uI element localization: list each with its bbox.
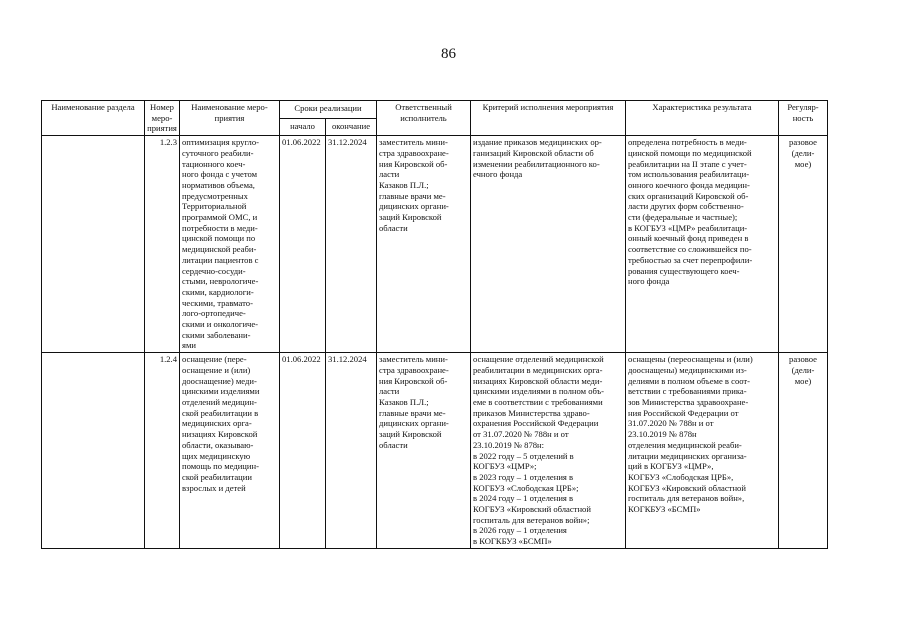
cell-text-line: заций Кировской bbox=[379, 429, 442, 440]
header-period: Сроки реализации bbox=[280, 101, 377, 119]
cell-text-line: ного фонда с учетом bbox=[182, 169, 258, 180]
cell-text-line: цинской помощи по медицинской bbox=[628, 147, 752, 158]
cell-text-line: в 2022 году – 5 отделений в bbox=[473, 450, 574, 461]
cell-text-line: щих медицинскую bbox=[182, 450, 251, 461]
cell-text-line: КОГБУЗ «Кировский областной bbox=[473, 504, 591, 515]
cell-text-line: оснащение отделений медицинской bbox=[473, 354, 604, 365]
cell-text-line: еме в соответствии с требованиями bbox=[473, 396, 603, 407]
cell-text-line: онного коечного фонда медицин- bbox=[628, 179, 750, 190]
cell-criterion bbox=[471, 136, 626, 353]
cell-end: 31.12.2024 bbox=[326, 136, 377, 353]
cell-result bbox=[626, 353, 779, 549]
table-row bbox=[42, 353, 828, 549]
cell-text-line: цинской помощи по bbox=[182, 233, 256, 244]
cell-text-line: в 2023 году – 1 отделения в bbox=[473, 471, 574, 482]
cell-text-line: рования существующего коеч- bbox=[628, 265, 740, 276]
cell-text-line: лого-ортопедиче- bbox=[182, 308, 246, 319]
cell-text-line: суточного реабили- bbox=[182, 147, 254, 158]
cell-text-line: ветствии с требованиями прика- bbox=[628, 386, 747, 397]
cell-text-line: взрослых и детей bbox=[182, 482, 246, 493]
cell-text-line: главные врачи ме- bbox=[379, 407, 446, 418]
cell-text-line: госпиталь для ветеранов войн», bbox=[628, 493, 745, 504]
cell-text-line: потребности в меди- bbox=[182, 222, 258, 233]
cell-text-line: мое) bbox=[794, 158, 812, 169]
cell-text-line: том использования реабилитаци- bbox=[628, 169, 750, 180]
cell-text-line: Казаков П.Л.; bbox=[379, 179, 429, 190]
cell-start: 01.06.2022 bbox=[280, 353, 326, 549]
cell-text-line: ской реабилитации bbox=[182, 471, 252, 482]
cell-text-line: ечного фонда bbox=[473, 169, 523, 180]
cell-text-line: дооснащены) медицинскими из- bbox=[628, 364, 747, 375]
cell-text-line: отделений медицин- bbox=[182, 396, 257, 407]
cell-text-line: предусмотренных bbox=[182, 190, 248, 201]
cell-text-line: отделения медицинской реаби- bbox=[628, 439, 742, 450]
cell-text-line: тационного коеч- bbox=[182, 158, 246, 169]
cell-section bbox=[42, 136, 145, 353]
cell-text-line: заместитель мини- bbox=[379, 137, 448, 148]
cell-text-line: Территориальной bbox=[182, 201, 247, 212]
cell-section bbox=[42, 353, 145, 549]
cell-text-line: ганизаций Кировской области об bbox=[473, 147, 594, 158]
cell-text-line: медицинской реаби- bbox=[182, 244, 257, 255]
cell-text-line: цинскими изделиями bbox=[182, 386, 260, 397]
measures-table bbox=[41, 100, 828, 549]
cell-text-line: стра здравоохране- bbox=[379, 147, 449, 158]
cell-text-line: зов Министерства здравоохране- bbox=[628, 396, 749, 407]
cell-text-line: медицинских орга- bbox=[182, 418, 252, 429]
cell-text-line: ного фонда bbox=[628, 276, 670, 287]
cell-text-line: КОГБУЗ «ЦМР»; bbox=[473, 461, 537, 472]
cell-number: 1.2.3 bbox=[145, 136, 180, 353]
cell-text-line: литации пациентов с bbox=[182, 254, 259, 265]
cell-text-line: главные врачи ме- bbox=[379, 190, 446, 201]
cell-text-line: ций в КОГБУЗ «ЦМР», bbox=[628, 461, 714, 472]
cell-text-line: ями bbox=[182, 340, 196, 351]
cell-executor bbox=[377, 136, 471, 353]
cell-text-line: скими и онкологиче- bbox=[182, 319, 259, 330]
cell-text-line: дооснащение) меди- bbox=[182, 375, 257, 386]
cell-text-line: области, оказываю- bbox=[182, 439, 254, 450]
cell-text-line: соответствие со сложившейся по- bbox=[628, 244, 752, 255]
cell-text-line: требностью за счет перепрофили- bbox=[628, 254, 753, 265]
cell-text-line: в 2024 году – 1 отделения в bbox=[473, 493, 574, 504]
table-row bbox=[42, 136, 828, 353]
header-executor: Ответственный исполнитель bbox=[377, 101, 471, 136]
cell-criterion bbox=[471, 353, 626, 549]
cell-text-line: КОГБУЗ «Слободская ЦРБ»; bbox=[473, 482, 579, 493]
cell-name bbox=[180, 353, 280, 549]
cell-text-line: сти (федеральные и частные); bbox=[628, 212, 738, 223]
cell-text-line: КОГКБУЗ «БСМП» bbox=[628, 504, 701, 515]
cell-text-line: определена потребность в меди- bbox=[628, 137, 747, 148]
cell-executor bbox=[377, 353, 471, 549]
cell-start: 01.06.2022 bbox=[280, 136, 326, 353]
cell-end: 31.12.2024 bbox=[326, 353, 377, 549]
header-number: Номер меро-приятия bbox=[145, 101, 180, 136]
cell-text-line: сердечно-сосуди- bbox=[182, 265, 246, 276]
cell-text-line: 23.10.2019 № 878н bbox=[628, 429, 697, 440]
cell-text-line: 23.10.2019 № 878н: bbox=[473, 439, 545, 450]
header-result: Характеристика результата bbox=[626, 101, 779, 136]
page-number: 86 bbox=[441, 46, 456, 62]
cell-text-line: скими, кардиологи- bbox=[182, 286, 254, 297]
cell-text-line: дицинских органи- bbox=[379, 201, 449, 212]
cell-text-line: ния Кировской об- bbox=[379, 158, 448, 169]
cell-text-line: ния Российской Федерации от bbox=[628, 407, 739, 418]
cell-text-line: оптимизация кругло- bbox=[182, 137, 259, 148]
cell-text-line: области bbox=[379, 439, 408, 450]
cell-text-line: скими заболевани- bbox=[182, 329, 251, 340]
cell-text-line: литации медицинских организа- bbox=[628, 450, 747, 461]
cell-text-line: ской реабилитации в bbox=[182, 407, 259, 418]
cell-text-line: стыми, неврологиче- bbox=[182, 276, 259, 287]
cell-text-line: разовое bbox=[789, 137, 817, 148]
cell-regularity bbox=[779, 353, 828, 549]
cell-text-line: низациях Кировской области меди- bbox=[473, 375, 603, 386]
cell-text-line: низациях Кировской bbox=[182, 429, 258, 440]
header-section: Наименование раздела bbox=[42, 101, 145, 136]
cell-text-line: ния Кировской об- bbox=[379, 375, 448, 386]
cell-text-line: КОГБУЗ «Кировский областной bbox=[628, 482, 746, 493]
cell-text-line: 31.07.2020 № 788н и от bbox=[628, 418, 714, 429]
cell-result bbox=[626, 136, 779, 353]
cell-text-line: оснащение и (или) bbox=[182, 364, 251, 375]
cell-text-line: ласти других форм собственно- bbox=[628, 201, 744, 212]
cell-text-line: приказов Министерства здраво- bbox=[473, 407, 590, 418]
cell-text-line: разовое bbox=[789, 354, 817, 365]
cell-text-line: в КОГКБУЗ «БСМП» bbox=[473, 536, 552, 547]
cell-text-line: делиями в полном объеме в соот- bbox=[628, 375, 751, 386]
cell-text-line: оснащение (пере- bbox=[182, 354, 247, 365]
cell-text-line: Казаков П.Л.; bbox=[379, 396, 429, 407]
cell-text-line: цинскими изделиями в полном объ- bbox=[473, 386, 604, 397]
cell-text-line: в 2026 году – 1 отделения bbox=[473, 525, 567, 536]
cell-text-line: оснащены (переоснащены и (или) bbox=[628, 354, 753, 365]
cell-text-line: мое) bbox=[794, 375, 812, 386]
cell-text-line: помощь по медицин- bbox=[182, 461, 259, 472]
cell-text-line: ласти bbox=[379, 169, 400, 180]
cell-regularity bbox=[779, 136, 828, 353]
cell-text-line: стра здравоохране- bbox=[379, 364, 449, 375]
cell-text-line: ских организаций Кировской об- bbox=[628, 190, 749, 201]
cell-text-line: в КОГБУЗ «ЦМР» реабилитаци- bbox=[628, 222, 748, 233]
cell-number: 1.2.4 bbox=[145, 353, 180, 549]
cell-name bbox=[180, 136, 280, 353]
header-name: Наименование меро-приятия bbox=[180, 101, 280, 136]
cell-text-line: (дели- bbox=[791, 147, 815, 158]
header-start: начало bbox=[280, 118, 326, 136]
cell-text-line: реабилитации в медицинских орга- bbox=[473, 364, 603, 375]
cell-text-line: дицинских органи- bbox=[379, 418, 449, 429]
cell-text-line: ласти bbox=[379, 386, 400, 397]
cell-text-line: издание приказов медицинских ор- bbox=[473, 137, 602, 148]
cell-text-line: изменении реабилитационного ко- bbox=[473, 158, 600, 169]
cell-text-line: области bbox=[379, 222, 408, 233]
cell-text-line: реабилитации на II этапе с учет- bbox=[628, 158, 747, 169]
cell-text-line: (дели- bbox=[791, 364, 815, 375]
table-header bbox=[42, 101, 828, 136]
cell-text-line: охранения Российской Федерации bbox=[473, 418, 599, 429]
header-criterion: Критерий исполнения мероприятия bbox=[471, 101, 626, 136]
header-regularity: Регуляр-ность bbox=[779, 101, 828, 136]
cell-text-line: заместитель мини- bbox=[379, 354, 448, 365]
header-end: окончание bbox=[326, 118, 377, 136]
cell-text-line: заций Кировской bbox=[379, 212, 442, 223]
cell-text-line: нормативов объема, bbox=[182, 179, 255, 190]
cell-text-line: ческими, травмато- bbox=[182, 297, 253, 308]
cell-text-line: онный коечный фонд приведен в bbox=[628, 233, 749, 244]
cell-text-line: программой ОМС, и bbox=[182, 212, 258, 223]
cell-text-line: госпиталь для ветеранов войн»; bbox=[473, 514, 590, 525]
cell-text-line: от 31.07.2020 № 788н и от bbox=[473, 429, 569, 440]
cell-text-line: КОГБУЗ «Слободская ЦРБ», bbox=[628, 471, 734, 482]
